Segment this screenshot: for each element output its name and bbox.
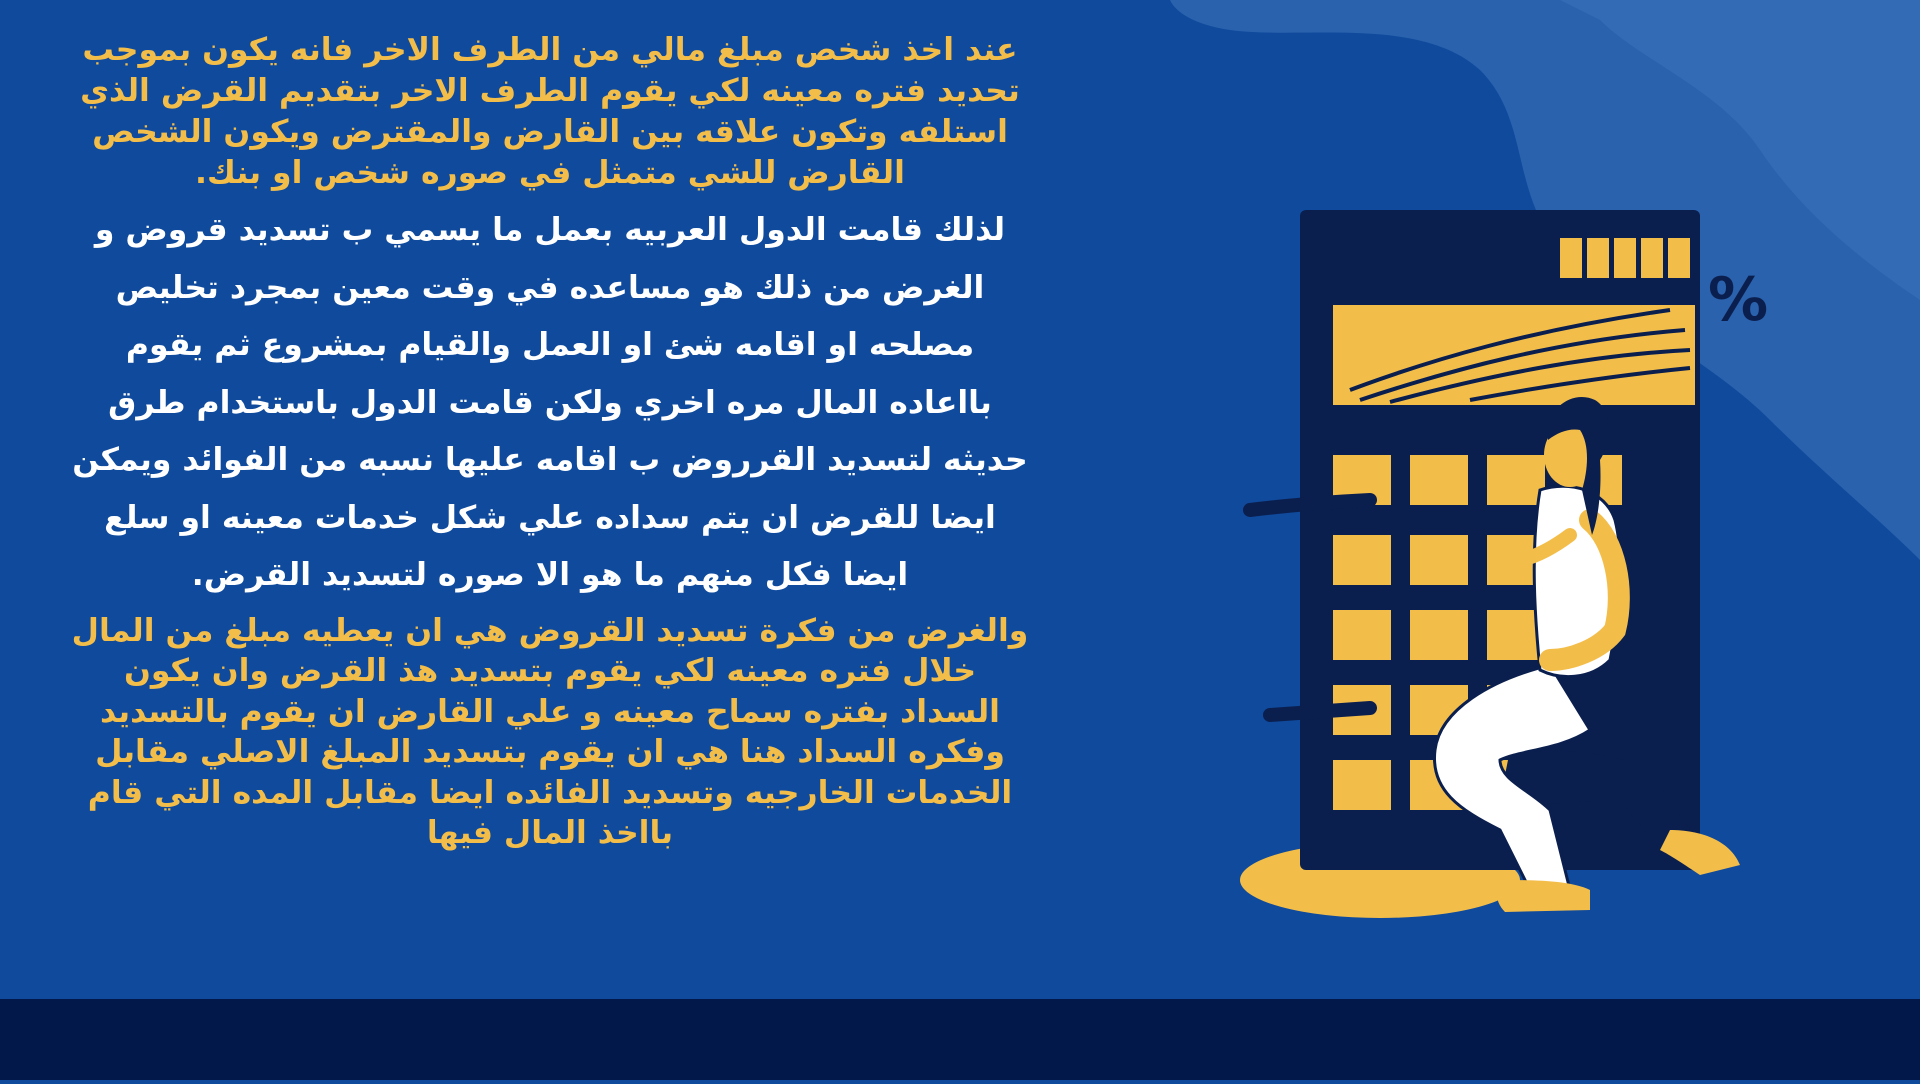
calculator-woman-illustration (1230, 190, 1830, 970)
text-column (70, 30, 1030, 854)
calculator-top-keys (1560, 238, 1690, 278)
percent-icon: % (1708, 265, 1769, 335)
deco-stroke-low (1270, 708, 1370, 715)
purpose-paragraph: والغرض من فكرة تسديد القروض هي ان يعطيه مبلغ من المال خلال فتره معينه لكي يقوم بتسديد هذ القرض وان يكون السداد بفتره سماح معينه و علي القارض ان يقوم بالتسديد وفكره السداد هنا هي ان يقوم بتسديد المبلغ الاصلي مقابل الخدمات الخارجيه وتسديد الفائده ايضا مقابل المده التي قام بااخذ المال فيها (71, 612, 1029, 851)
intro-paragraph: عند اخذ شخص مبلغ مالي من الطرف الاخر فانه يكون بموجب تحديد فتره معينه لكي يقوم الطرف الاخر بتقديم القرض الذي استلفه وتكون علاقه بين القارض والمقترض ويكون الشخص القارض للشي متمثل في صوره شخص او بنك. (80, 32, 1020, 191)
bottom-band (0, 999, 1920, 1080)
calculator-illustration-svg (1230, 190, 1830, 970)
body-paragraph: لذلك قامت الدول العربيه بعمل ما يسمي ب تسديد قروض و الغرض من ذلك هو مساعده في وقت معين بمجرد تخليص مصلحه او اقامه شئ او العمل والقيام بمشروع ثم يقوم بااعاده المال مره اخري ولكن قامت الدول باستخدام طرق حديثه لتسديد القرروض ب اقامه عليها نسبه من الفوائد ويمكن ايضا للقرض ان يتم سداده علي شكل خدمات معينه او سلع ايضا فكل منهم ما هو الا صوره لتسديد القرض. (72, 212, 1028, 593)
woman-shoe-front (1497, 880, 1590, 912)
